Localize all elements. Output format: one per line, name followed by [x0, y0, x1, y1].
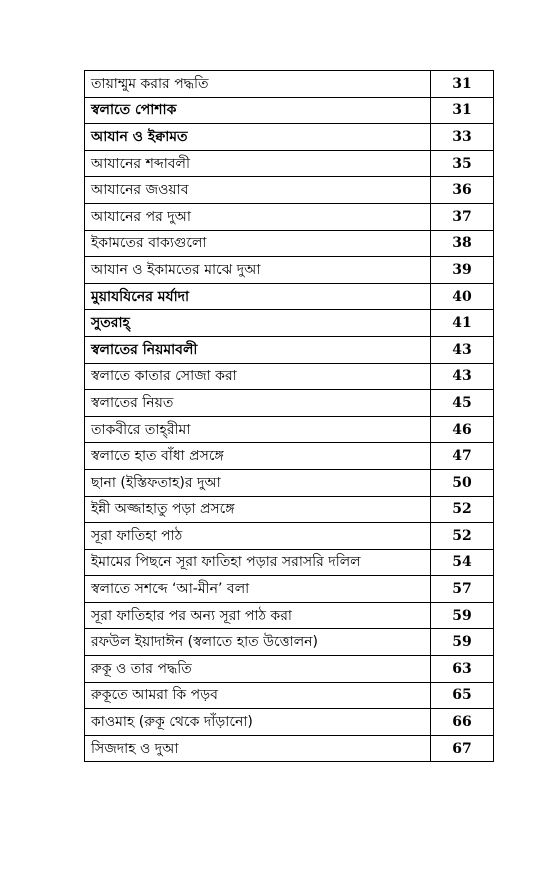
toc-entry-title: ছানা (ইস্তিফতাহ)র দুআ	[85, 469, 431, 496]
toc-row	[85, 257, 494, 284]
toc-entry-page: 59	[431, 602, 494, 629]
toc-row	[85, 230, 494, 257]
toc-entry-title: ইন্নী অজ্জাহাতু পড়া প্রসঙ্গে	[85, 496, 431, 523]
toc-entry-page: 50	[431, 469, 494, 496]
toc-entry-title: স্বলাতে পোশাক	[85, 97, 431, 124]
toc-row	[85, 629, 494, 656]
toc-row	[85, 203, 494, 230]
toc-entry-title: আযানের পর দুআ	[85, 203, 431, 230]
toc-entry-title: স্বলাতে হাত বাঁধা প্রসঙ্গে	[85, 443, 431, 470]
toc-entry-page: 54	[431, 549, 494, 576]
toc-row	[85, 496, 494, 523]
toc-entry-page: 66	[431, 709, 494, 736]
toc-entry-page: 46	[431, 416, 494, 443]
toc-row	[85, 363, 494, 390]
toc-row	[85, 549, 494, 576]
toc-entry-page: 47	[431, 443, 494, 470]
toc-entry-title: কাওমাহ (রুকূ থেকে দাঁড়ানো)	[85, 709, 431, 736]
toc-row	[85, 656, 494, 683]
toc-row	[85, 336, 494, 363]
toc-entry-title: আযান ও ইক্বামত	[85, 124, 431, 151]
toc-row	[85, 97, 494, 124]
toc-row	[85, 310, 494, 337]
toc-row	[85, 283, 494, 310]
toc-row	[85, 150, 494, 177]
toc-entry-title: তায়াম্মুম করার পদ্ধতি	[85, 71, 431, 98]
toc-entry-page: 67	[431, 735, 494, 762]
toc-row	[85, 124, 494, 151]
toc-entry-page: 59	[431, 629, 494, 656]
toc-row	[85, 469, 494, 496]
toc-entry-page: 43	[431, 336, 494, 363]
toc-entry-page: 63	[431, 656, 494, 683]
toc-row	[85, 523, 494, 550]
toc-entry-page: 65	[431, 682, 494, 709]
toc-entry-title: মুয়াযযিনের মর্যাদা	[85, 283, 431, 310]
toc-entry-title: স্বলাতে কাতার সোজা করা	[85, 363, 431, 390]
toc-entry-title: আযান ও ইকামতের মাঝে দুআ	[85, 257, 431, 284]
toc-entry-page: 45	[431, 390, 494, 417]
toc-entry-title: সুতরাহ্	[85, 310, 431, 337]
toc-row	[85, 735, 494, 762]
toc-entry-page: 39	[431, 257, 494, 284]
toc-entry-page: 52	[431, 523, 494, 550]
toc-entry-title: রুকূ ও তার পদ্ধতি	[85, 656, 431, 683]
toc-row	[85, 443, 494, 470]
toc-entry-title: আযানের জওয়াব	[85, 177, 431, 204]
toc-entry-title: তাকবীরে তাহ্‌রীমা	[85, 416, 431, 443]
toc-entry-page: 52	[431, 496, 494, 523]
toc-entry-title: আযানের শব্দাবলী	[85, 150, 431, 177]
toc-entry-title: ইমামের পিছনে সূরা ফাতিহা পড়ার সরাসরি দলিল	[85, 549, 431, 576]
toc-body	[85, 71, 494, 762]
toc-row	[85, 416, 494, 443]
table-of-contents	[84, 70, 494, 762]
toc-row	[85, 390, 494, 417]
toc-entry-page: 37	[431, 203, 494, 230]
toc-entry-page: 31	[431, 97, 494, 124]
toc-entry-page: 33	[431, 124, 494, 151]
toc-entry-title: স্বলাতের নিয়মাবলী	[85, 336, 431, 363]
toc-entry-page: 43	[431, 363, 494, 390]
toc-row	[85, 576, 494, 603]
toc-entry-title: রফউল ইয়াদাঈন (স্বলাতে হাত উত্তোলন)	[85, 629, 431, 656]
toc-entry-page: 40	[431, 283, 494, 310]
toc-entry-title: সূরা ফাতিহার পর অন্য সূরা পাঠ করা	[85, 602, 431, 629]
toc-entry-title: স্বলাতের নিয়ত	[85, 390, 431, 417]
toc-row	[85, 602, 494, 629]
toc-entry-page: 38	[431, 230, 494, 257]
toc-entry-page: 41	[431, 310, 494, 337]
toc-entry-page: 36	[431, 177, 494, 204]
toc-entry-page: 35	[431, 150, 494, 177]
toc-row	[85, 709, 494, 736]
toc-entry-title: রুকূতে আমরা কি পড়ব	[85, 682, 431, 709]
toc-row	[85, 682, 494, 709]
toc-entry-title: সিজদাহ ও দুআ	[85, 735, 431, 762]
toc-row	[85, 71, 494, 98]
toc-entry-title: স্বলাতে সশব্দে ‘আ-মীন’ বলা	[85, 576, 431, 603]
toc-entry-page: 57	[431, 576, 494, 603]
toc-entry-title: ইকামতের বাক্যগুলো	[85, 230, 431, 257]
toc-row	[85, 177, 494, 204]
toc-entry-page: 31	[431, 71, 494, 98]
toc-entry-title: সূরা ফাতিহা পাঠ	[85, 523, 431, 550]
